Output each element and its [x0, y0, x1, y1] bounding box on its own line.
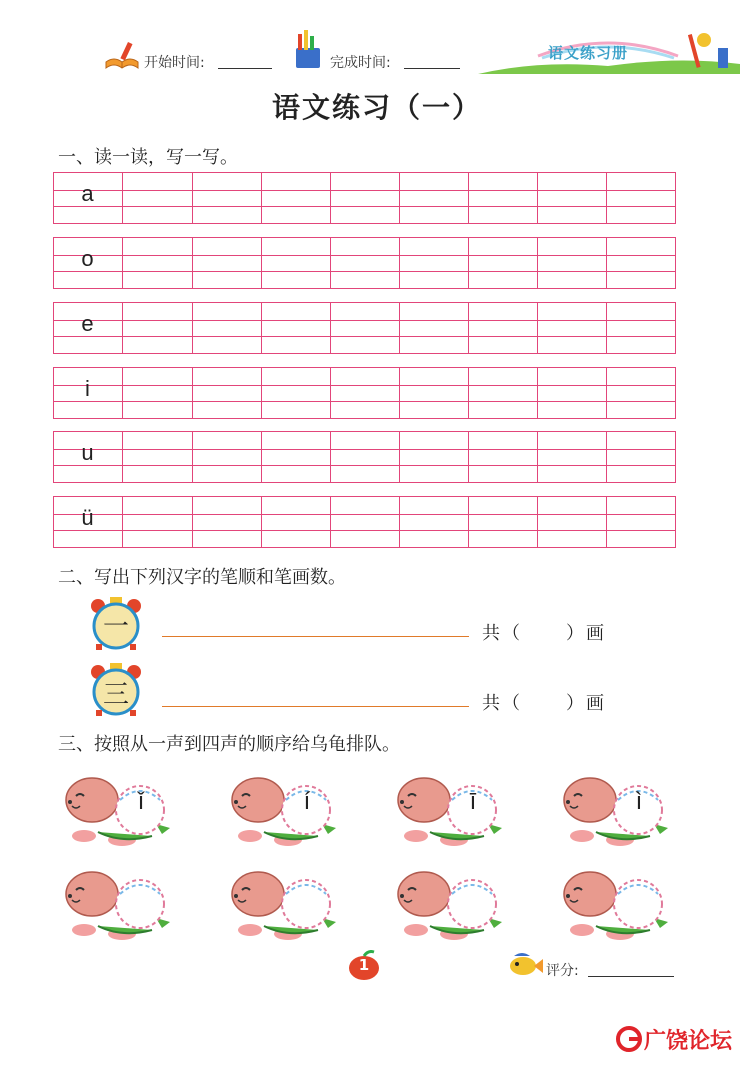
turtle-answer-card[interactable]: [228, 864, 338, 944]
grid-cell[interactable]: [192, 496, 262, 548]
gong-label-2: 共（: [482, 693, 522, 714]
grid-cell[interactable]: [606, 172, 676, 224]
pinyin-letter: o: [81, 246, 94, 271]
turtle-tone-card: [394, 770, 504, 850]
grid-row: [53, 237, 675, 289]
grid-cell[interactable]: [606, 237, 676, 289]
grid-cell[interactable]: [122, 302, 193, 354]
grid-cell[interactable]: [399, 172, 469, 224]
grid-cell[interactable]: [261, 431, 331, 483]
pinyin-letter: ü: [81, 505, 94, 530]
grid-cell[interactable]: [606, 431, 676, 483]
turtle-icon: [62, 864, 172, 944]
grid-cell[interactable]: [261, 302, 331, 354]
stroke-order-line-2[interactable]: [162, 706, 469, 707]
grid-row: [53, 431, 675, 483]
grid-cell[interactable]: [122, 367, 193, 419]
grid-cell[interactable]: [330, 237, 400, 289]
banner-title: 语文练习册: [548, 44, 629, 62]
grid-cell[interactable]: [330, 172, 400, 224]
grid-cell[interactable]: [122, 431, 193, 483]
turtle-icon: [560, 864, 670, 944]
grid-cell[interactable]: [192, 237, 262, 289]
grid-cell[interactable]: [261, 496, 331, 548]
grid-cell[interactable]: [192, 302, 262, 354]
grid-cell[interactable]: [606, 496, 676, 548]
start-time-blank[interactable]: [218, 54, 272, 69]
grid-cell[interactable]: [468, 237, 538, 289]
grid-cell[interactable]: [399, 237, 469, 289]
page-number: 1: [358, 956, 370, 974]
section2-heading: 二、写出下列汉字的笔顺和笔画数。: [58, 567, 346, 588]
grid-cell[interactable]: [122, 237, 193, 289]
turtle-tone-card: [560, 770, 670, 850]
g-logo-icon: [616, 1026, 642, 1052]
stroke-order-line-1[interactable]: [162, 636, 469, 637]
tone-mark: ī: [469, 788, 477, 815]
start-time-label: 开始时间:: [144, 55, 205, 71]
turtle-answer-card[interactable]: [560, 864, 670, 944]
stroke-count-blank-2[interactable]: [530, 692, 564, 712]
gong-label-1: 共（: [482, 623, 522, 644]
grid-cell[interactable]: [192, 172, 262, 224]
grid-row: [53, 496, 675, 548]
grid-cell[interactable]: [192, 367, 262, 419]
grid-cell[interactable]: [468, 302, 538, 354]
pinyin-letter: u: [81, 440, 94, 465]
grid-cell[interactable]: [537, 431, 607, 483]
tone-mark: ì: [635, 788, 643, 815]
grid-cell[interactable]: [261, 172, 331, 224]
finish-time-blank[interactable]: [404, 54, 460, 69]
grid-cell[interactable]: [122, 496, 193, 548]
page-title: 语文练习（一）: [271, 91, 482, 124]
finish-time-label: 完成时间:: [330, 55, 391, 71]
grid-row: [53, 302, 675, 354]
fish-icon: [508, 950, 544, 978]
tone-mark: í: [303, 788, 311, 815]
grid-cell[interactable]: [122, 172, 193, 224]
grid-row: [53, 367, 675, 419]
grid-cell[interactable]: [261, 367, 331, 419]
score-label: 评分:: [546, 963, 579, 979]
grid-cell[interactable]: [468, 431, 538, 483]
grid-row: [53, 172, 675, 224]
pen-holder-icon: [290, 30, 326, 72]
hua-label-2: ）画: [566, 693, 606, 714]
char-one: 一: [102, 612, 129, 642]
pinyin-letter: i: [85, 376, 90, 401]
turtle-tone-card: [228, 770, 338, 850]
book-pencil-icon: [104, 40, 140, 72]
grid-cell[interactable]: [399, 302, 469, 354]
grid-cell[interactable]: [330, 367, 400, 419]
grid-cell[interactable]: [261, 237, 331, 289]
turtle-icon: [394, 864, 504, 944]
char-three: 三: [102, 680, 129, 710]
grid-cell[interactable]: [468, 496, 538, 548]
watermark-text: 广饶论坛: [644, 1029, 733, 1054]
turtle-answer-card[interactable]: [394, 864, 504, 944]
grid-cell[interactable]: [399, 431, 469, 483]
section1-heading: 一、读一读，写一写。: [58, 147, 238, 168]
grid-cell[interactable]: [468, 172, 538, 224]
grid-cell[interactable]: [537, 172, 607, 224]
grid-cell[interactable]: [606, 302, 676, 354]
pinyin-letter: a: [81, 181, 94, 206]
grid-cell[interactable]: [399, 496, 469, 548]
grid-cell[interactable]: [537, 302, 607, 354]
grid-cell[interactable]: [468, 367, 538, 419]
turtle-icon: [228, 864, 338, 944]
grid-cell[interactable]: [330, 496, 400, 548]
grid-cell[interactable]: [399, 367, 469, 419]
grid-cell[interactable]: [192, 431, 262, 483]
grid-cell[interactable]: [537, 367, 607, 419]
stroke-count-blank-1[interactable]: [530, 622, 564, 642]
grid-cell[interactable]: [606, 367, 676, 419]
section3-heading: 三、按照从一声到四声的顺序给乌龟排队。: [58, 734, 400, 755]
grid-cell[interactable]: [537, 237, 607, 289]
turtle-answer-card[interactable]: [62, 864, 172, 944]
pinyin-letter: e: [81, 311, 94, 336]
score-blank[interactable]: [588, 962, 674, 977]
grid-cell[interactable]: [537, 496, 607, 548]
turtle-tone-card: [62, 770, 172, 850]
grid-cell[interactable]: [330, 431, 400, 483]
workbook-banner: [478, 30, 740, 74]
grid-cell[interactable]: [330, 302, 400, 354]
hua-label-1: ）画: [566, 623, 606, 644]
tone-mark: ǐ: [138, 788, 144, 815]
